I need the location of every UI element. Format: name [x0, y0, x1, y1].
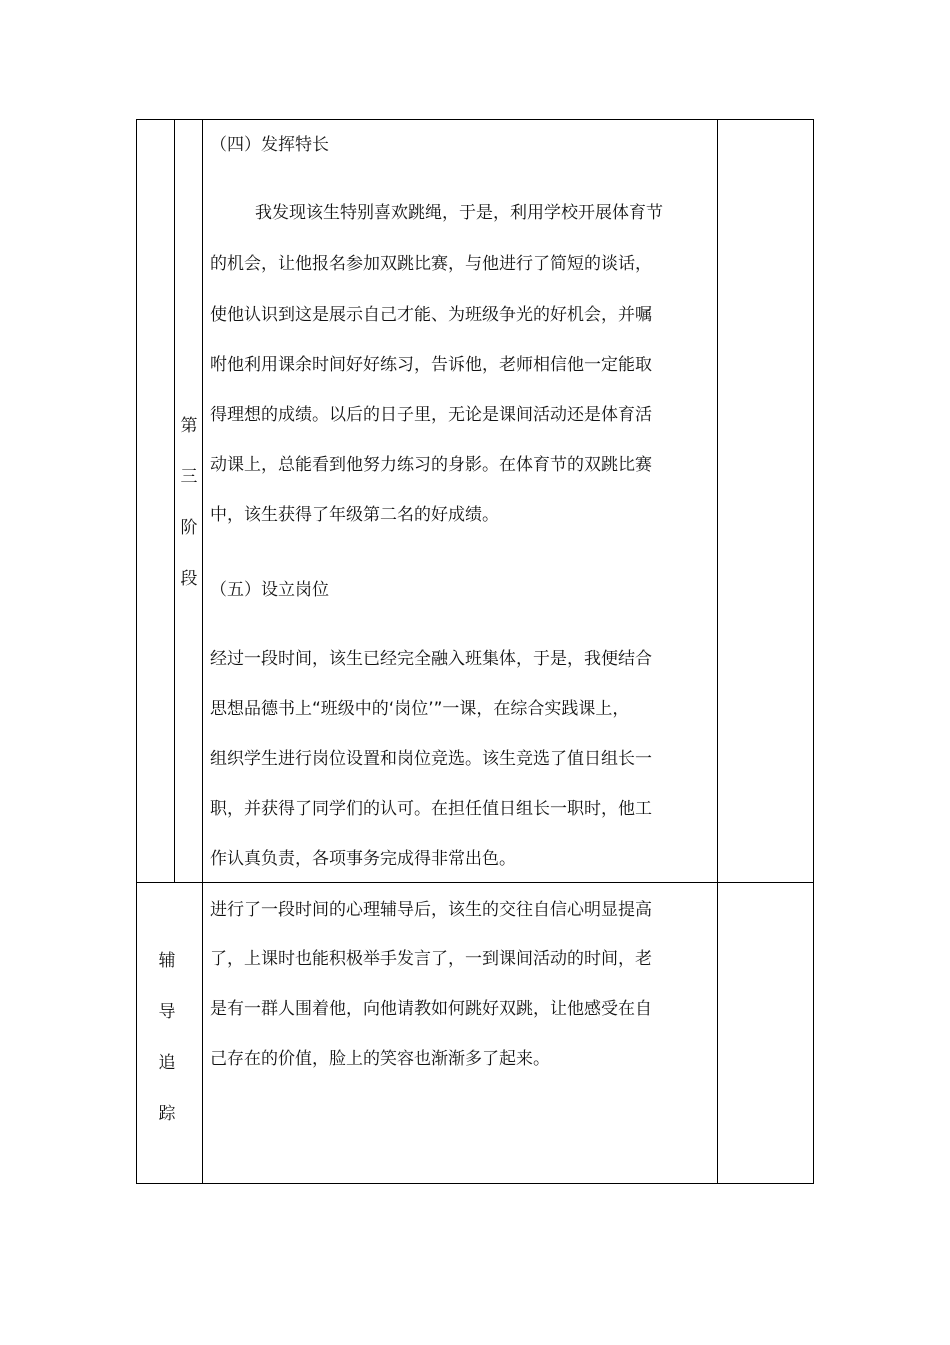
section-four-line: 动课上，总能看到他努力练习的身影。在体育节的双跳比赛 [210, 455, 652, 475]
stage-label-char: 阶 [180, 518, 198, 538]
section-four-line: 中，该生获得了年级第二名的好成绩。 [210, 505, 499, 525]
section-four-line: 咐他利用课余时间好好练习，告诉他，老师相信他一定能取 [210, 355, 652, 375]
follow-up-line: 了，上课时也能积极举手发言了，一到课间活动的时间，老 [210, 949, 652, 969]
table-bottom-border [136, 1183, 814, 1184]
section-four-line: 我发现该生特别喜欢跳绳，于是，利用学校开展体育节 [255, 203, 663, 223]
follow-up-label-char: 辅 [158, 951, 176, 971]
label-column-divider [202, 119, 203, 1184]
follow-up-line: 进行了一段时间的心理辅导后，该生的交往自信心明显提高 [210, 900, 652, 920]
section-four-line: 得理想的成绩。以后的日子里，无论是课间活动还是体育活 [210, 405, 652, 425]
section-four-line: 使他认识到这是展示自己才能、为班级争光的好机会，并嘱 [210, 305, 652, 325]
table-top-border [136, 119, 814, 120]
section-four-line: 的机会，让他报名参加双跳比赛，与他进行了简短的谈话， [210, 254, 652, 274]
section-five-line: 组织学生进行岗位设置和岗位竞选。该生竞选了值日组长一 [210, 749, 652, 769]
content-column-divider [717, 119, 718, 1184]
stage-label [176, 401, 202, 605]
follow-up-label [154, 936, 180, 1140]
follow-up-label-char: 追 [158, 1053, 176, 1073]
section-four-heading: （四）发挥特长 [210, 135, 329, 155]
table-right-border [813, 119, 814, 1184]
table-left-border [136, 119, 137, 1184]
section-five-line: 经过一段时间，该生已经完全融入班集体，于是，我便结合 [210, 649, 652, 669]
follow-up-line: 己存在的价值，脸上的笑容也渐渐多了起来。 [210, 1049, 550, 1069]
section-five-line: 作认真负责，各项事务完成得非常出色。 [210, 849, 516, 869]
section-five-line: 职，并获得了同学们的认可。在担任值日组长一职时，他工 [210, 799, 652, 819]
follow-up-label-char: 踪 [158, 1104, 176, 1124]
section-five-heading: （五）设立岗位 [210, 580, 329, 600]
follow-up-label-char: 导 [158, 1002, 176, 1022]
stage-label-char: 第 [180, 416, 198, 436]
follow-up-line: 是有一群人围着他，向他请教如何跳好双跳，让他感受在自 [210, 999, 652, 1019]
inner-column-divider [174, 119, 175, 882]
section-five-line: 思想品德书上“班级中的‘岗位’”一课，在综合实践课上， [210, 699, 630, 719]
stage-label-char: 段 [180, 569, 198, 589]
stage-label-char: 三 [180, 467, 198, 487]
